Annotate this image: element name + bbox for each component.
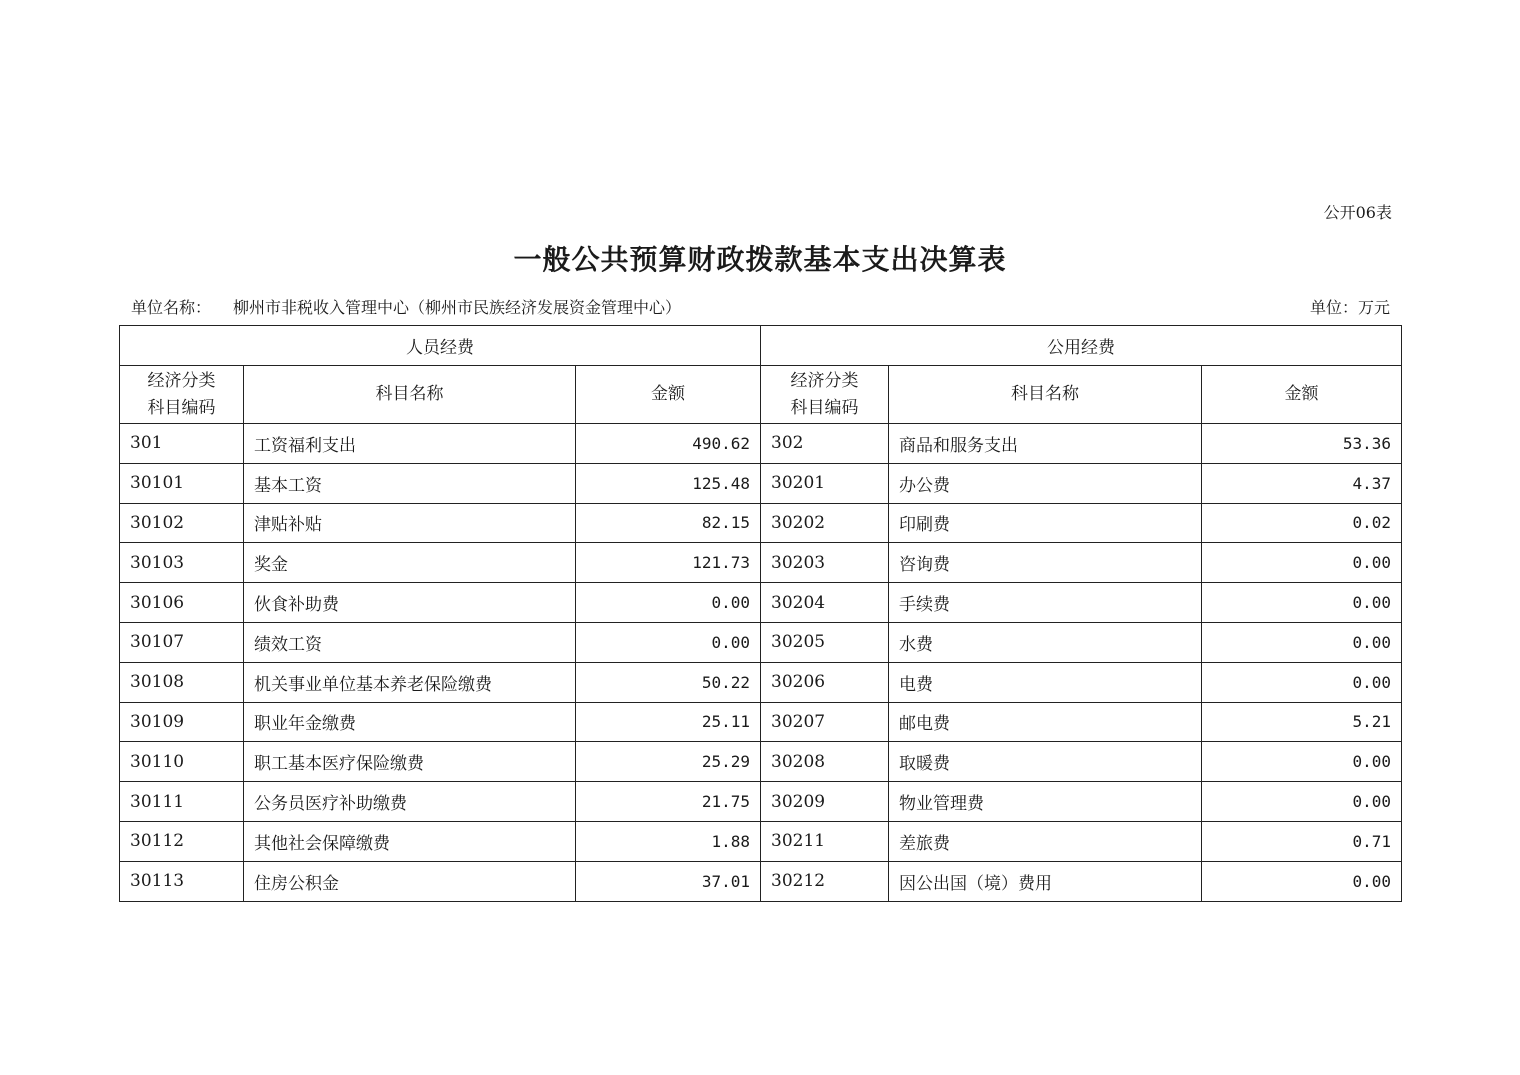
table-row xyxy=(120,702,1402,742)
personnel-code: 30103 xyxy=(120,543,244,583)
table-row xyxy=(120,463,1402,503)
group-header-personnel: 人员经费 xyxy=(120,326,761,366)
col-header-amount-left: 金额 xyxy=(576,366,761,424)
group-header-public: 公用经费 xyxy=(761,326,1402,366)
personnel-amount: 21.75 xyxy=(576,782,761,822)
personnel-code: 30107 xyxy=(120,622,244,662)
group-header-row xyxy=(120,326,1402,366)
public-name: 咨询费 xyxy=(889,543,1202,583)
table-row xyxy=(120,782,1402,822)
public-code: 30204 xyxy=(761,583,889,623)
public-amount: 0.00 xyxy=(1202,662,1402,702)
unit-name-row xyxy=(131,295,681,318)
table-row xyxy=(120,503,1402,543)
col-header-code-line2: 科目编码 xyxy=(790,397,859,418)
personnel-name: 机关事业单位基本养老保险缴费 xyxy=(244,662,576,702)
personnel-amount: 25.29 xyxy=(576,742,761,782)
personnel-amount: 25.11 xyxy=(576,702,761,742)
personnel-code: 30101 xyxy=(120,463,244,503)
public-amount: 0.00 xyxy=(1202,543,1402,583)
personnel-amount: 1.88 xyxy=(576,821,761,861)
public-code: 30205 xyxy=(761,622,889,662)
personnel-name: 基本工资 xyxy=(244,463,576,503)
form-number: 公开06表 xyxy=(1323,203,1392,222)
personnel-name: 工资福利支出 xyxy=(244,424,576,464)
public-code: 30202 xyxy=(761,503,889,543)
table-row xyxy=(120,424,1402,464)
public-name: 水费 xyxy=(889,622,1202,662)
public-amount: 4.37 xyxy=(1202,463,1402,503)
personnel-name: 职业年金缴费 xyxy=(244,702,576,742)
column-header-row xyxy=(120,366,1402,424)
personnel-code: 30112 xyxy=(120,821,244,861)
personnel-code: 301 xyxy=(120,424,244,464)
public-code: 30208 xyxy=(761,742,889,782)
personnel-amount: 125.48 xyxy=(576,463,761,503)
personnel-name: 住房公积金 xyxy=(244,861,576,901)
table-row xyxy=(120,742,1402,782)
personnel-amount: 0.00 xyxy=(576,622,761,662)
col-header-amount-right: 金额 xyxy=(1202,366,1402,424)
personnel-name: 公务员医疗补助缴费 xyxy=(244,782,576,822)
personnel-code: 30106 xyxy=(120,583,244,623)
personnel-amount: 121.73 xyxy=(576,543,761,583)
col-header-name-left: 科目名称 xyxy=(244,366,576,424)
table-row xyxy=(120,583,1402,623)
public-code: 30212 xyxy=(761,861,889,901)
personnel-code: 30110 xyxy=(120,742,244,782)
public-code: 30209 xyxy=(761,782,889,822)
table-row xyxy=(120,622,1402,662)
personnel-name: 其他社会保障缴费 xyxy=(244,821,576,861)
public-name: 差旅费 xyxy=(889,821,1202,861)
personnel-amount: 37.01 xyxy=(576,861,761,901)
personnel-amount: 82.15 xyxy=(576,503,761,543)
public-name: 取暖费 xyxy=(889,742,1202,782)
personnel-name: 职工基本医疗保险缴费 xyxy=(244,742,576,782)
public-code: 30211 xyxy=(761,821,889,861)
public-amount: 0.00 xyxy=(1202,622,1402,662)
col-header-code-line1: 经济分类 xyxy=(147,370,216,391)
public-amount: 0.00 xyxy=(1202,782,1402,822)
table-row xyxy=(120,662,1402,702)
personnel-code: 30109 xyxy=(120,702,244,742)
unit-name-value: 柳州市非税收入管理中心（柳州市民族经济发展资金管理中心） xyxy=(233,298,682,317)
currency-unit: 单位：万元 xyxy=(1309,298,1390,317)
public-name: 手续费 xyxy=(889,583,1202,623)
col-header-name-right: 科目名称 xyxy=(889,366,1202,424)
public-name: 办公费 xyxy=(889,463,1202,503)
personnel-amount: 50.22 xyxy=(576,662,761,702)
public-code: 302 xyxy=(761,424,889,464)
public-name: 电费 xyxy=(889,662,1202,702)
personnel-code: 30102 xyxy=(120,503,244,543)
public-amount: 0.00 xyxy=(1202,861,1402,901)
col-header-code-left xyxy=(120,366,244,424)
public-code: 30201 xyxy=(761,463,889,503)
public-name: 商品和服务支出 xyxy=(889,424,1202,464)
page-title: 一般公共预算财政拨款基本支出决算表 xyxy=(513,243,1007,276)
public-code: 30203 xyxy=(761,543,889,583)
personnel-code: 30111 xyxy=(120,782,244,822)
public-amount: 0.02 xyxy=(1202,503,1402,543)
public-amount: 0.00 xyxy=(1202,742,1402,782)
public-amount: 0.00 xyxy=(1202,583,1402,623)
public-code: 30207 xyxy=(761,702,889,742)
personnel-code: 30113 xyxy=(120,861,244,901)
public-amount: 53.36 xyxy=(1202,424,1402,464)
table-row xyxy=(120,543,1402,583)
personnel-name: 津贴补贴 xyxy=(244,503,576,543)
personnel-name: 伙食补助费 xyxy=(244,583,576,623)
personnel-name: 奖金 xyxy=(244,543,576,583)
public-name: 邮电费 xyxy=(889,702,1202,742)
col-header-code-line2: 科目编码 xyxy=(147,397,216,418)
col-header-code-line1: 经济分类 xyxy=(790,370,859,391)
public-amount: 5.21 xyxy=(1202,702,1402,742)
table-row xyxy=(120,821,1402,861)
public-amount: 0.71 xyxy=(1202,821,1402,861)
personnel-code: 30108 xyxy=(120,662,244,702)
personnel-amount: 0.00 xyxy=(576,583,761,623)
public-code: 30206 xyxy=(761,662,889,702)
expenditure-table xyxy=(119,325,1402,902)
personnel-amount: 490.62 xyxy=(576,424,761,464)
table-row xyxy=(120,861,1402,901)
personnel-name: 绩效工资 xyxy=(244,622,576,662)
public-name: 物业管理费 xyxy=(889,782,1202,822)
public-name: 因公出国（境）费用 xyxy=(889,861,1202,901)
unit-name-label: 单位名称： xyxy=(131,298,212,317)
public-name: 印刷费 xyxy=(889,503,1202,543)
col-header-code-right xyxy=(761,366,889,424)
